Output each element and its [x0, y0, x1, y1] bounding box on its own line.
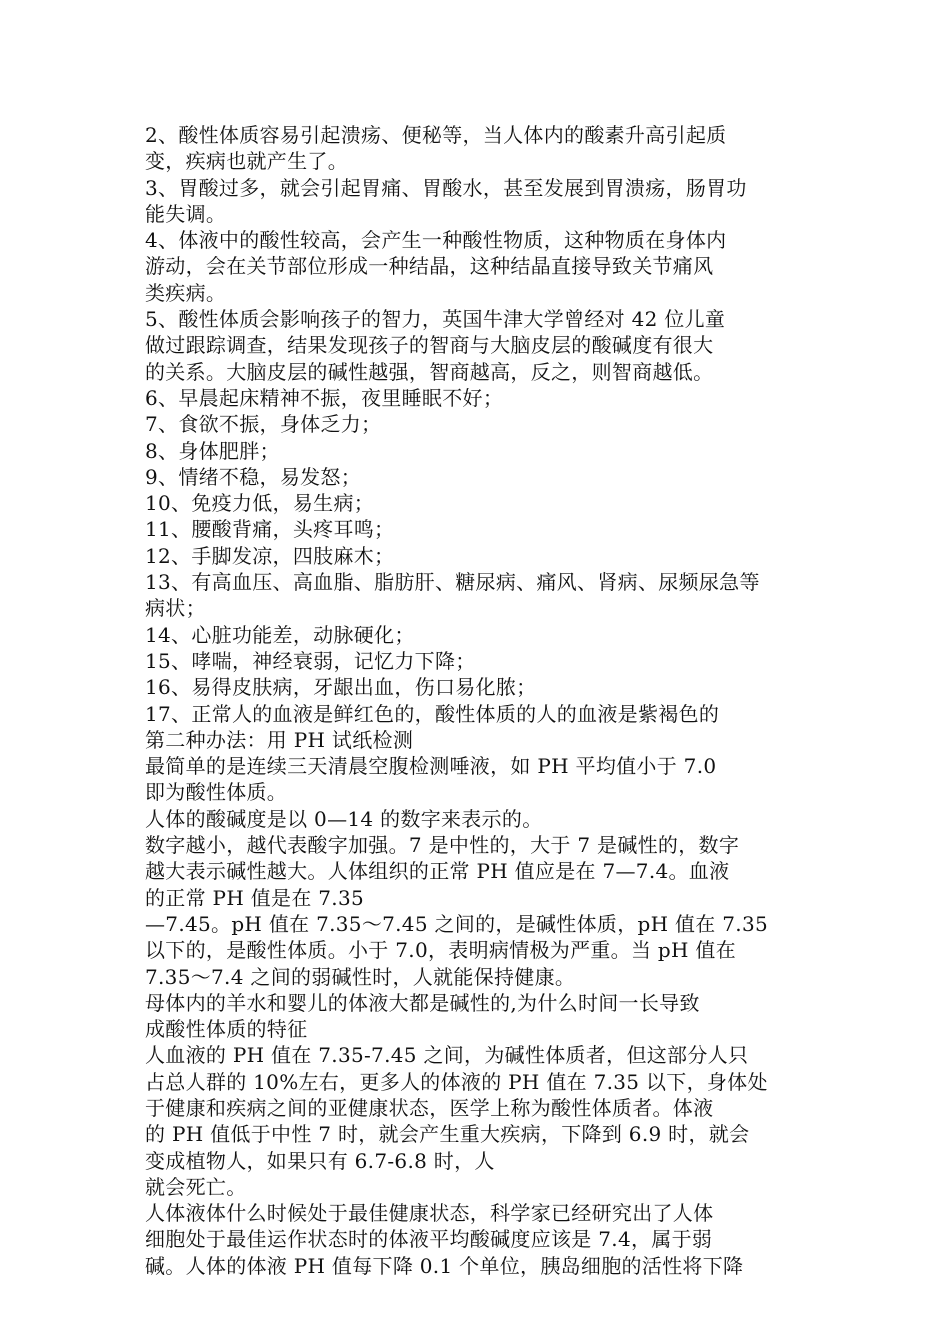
text-line: 4、体液中的酸性较高，会产生一种酸性物质，这种物质在身体内	[145, 228, 727, 253]
text-line: 母体内的羊水和婴儿的体液大都是碱性的,为什么时间一长导致	[145, 990, 700, 1015]
text-line: 变，疾病也就产生了。	[145, 149, 348, 174]
text-line: 的关系。大脑皮层的碱性越强，智商越高，反之，则智商越低。	[145, 359, 714, 384]
text-line: 越大表示碱性越大。人体组织的正常 PH 值应是在 7—7.4。血液	[145, 859, 730, 884]
text-line: 做过跟踪调查，结果发现孩子的智商与大脑皮层的酸碱度有很大	[145, 333, 714, 358]
text-line: 17、正常人的血液是鲜红色的，酸性体质的人的血液是紫褐色的	[145, 701, 720, 726]
text-line: 8、身体肥胖；	[145, 438, 280, 463]
text-line: 的正常 PH 值是在 7.35	[145, 885, 365, 910]
text-line: 人血液的 PH 值在 7.35-7.45 之间，为碱性体质者，但这部分人只	[145, 1043, 749, 1068]
text-line: 占总人群的 10%左右，更多人的体液的 PH 值在 7.35 以下，身体处	[145, 1069, 768, 1094]
document-body	[145, 122, 810, 1279]
text-line: 14、心脏功能差，动脉硬化；	[145, 622, 415, 647]
text-line: 以下的，是酸性体质。小于 7.0，表明病情极为严重。当 pH 值在	[145, 938, 737, 963]
text-line: 15、哮喘，神经衰弱，记忆力下降；	[145, 648, 476, 673]
text-line: 能失调。	[145, 201, 227, 226]
text-line: 于健康和疾病之间的亚健康状态，医学上称为酸性体质者。体液	[145, 1095, 714, 1120]
text-line: 6、早晨起床精神不振，夜里睡眠不好；	[145, 385, 504, 410]
text-line: 5、酸性体质会影响孩子的智力，英国牛津大学曾经对 42 位儿童	[145, 307, 726, 332]
text-line: 3、胃酸过多，就会引起胃痛、胃酸水，甚至发展到胃溃疡，肠胃功	[145, 175, 747, 200]
text-line: 类疾病。	[145, 280, 227, 305]
text-line: 细胞处于最佳运作状态时的体液平均酸碱度应该是 7.4，属于弱	[145, 1227, 713, 1252]
text-line: 的 PH 值低于中性 7 时，就会产生重大疾病，下降到 6.9 时，就会	[145, 1122, 750, 1147]
text-line: 7、食欲不振，身体乏力；	[145, 412, 382, 437]
text-line: 7.35～7.4 之间的弱碱性时，人就能保持健康。	[145, 964, 576, 989]
text-line: 变成植物人，如果只有 6.7-6.8 时，人	[145, 1148, 495, 1173]
text-line: 11、腰酸背痛，头疼耳鸣；	[145, 517, 395, 542]
text-line: 2、酸性体质容易引起溃疡、便秘等，当人体内的酸素升高引起质	[145, 123, 727, 147]
text-line: 16、易得皮肤病，牙龈出血，伤口易化脓；	[145, 675, 537, 700]
text-line: 第二种办法：用 PH 试纸检测	[145, 727, 414, 752]
text-line: 最简单的是连续三天清晨空腹检测唾液，如 PH 平均值小于 7.0	[145, 754, 717, 779]
text-line: 10、免疫力低，易生病；	[145, 491, 375, 516]
text-line: 数字越小，越代表酸字加强。7 是中性的，大于 7 是碱性的，数字	[145, 833, 740, 858]
text-line: 12、手脚发凉，四肢麻木；	[145, 543, 395, 568]
text-line: —7.45。pH 值在 7.35～7.45 之间的，是碱性体质，pH 值在 7.35	[145, 911, 768, 936]
text-line: 人体液体什么时候处于最佳健康状态，科学家已经研究出了人体	[145, 1201, 714, 1226]
text-line: 碱。人体的体液 PH 值每下降 0.1 个单位，胰岛细胞的活性将下降	[145, 1253, 744, 1278]
text-line: 即为酸性体质。	[145, 780, 288, 805]
text-line: 病状；	[145, 596, 206, 621]
text-line: 人体的酸碱度是以 0—14 的数字来表示的。	[145, 806, 543, 831]
text-line: 成酸性体质的特征	[145, 1017, 308, 1042]
text-line: 9、情绪不稳，易发怒；	[145, 464, 362, 489]
text-line: 13、有高血压、高血脂、脂肪肝、糖尿病、痛风、肾病、尿频尿急等	[145, 570, 760, 595]
text-line: 就会死亡。	[145, 1174, 247, 1199]
text-line: 游动，会在关节部位形成一种结晶，这种结晶直接导致关节痛风	[145, 254, 714, 279]
